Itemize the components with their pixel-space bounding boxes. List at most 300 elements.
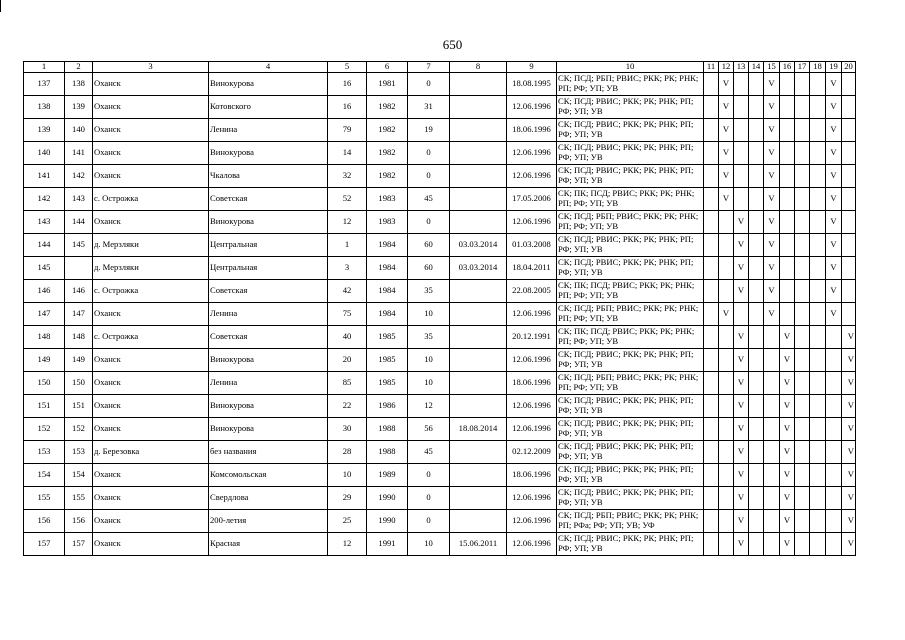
flag-cell-16	[780, 302, 795, 325]
flag-cell-19	[826, 394, 842, 417]
flag-cell-19: V	[826, 210, 842, 233]
table-row	[24, 187, 856, 210]
year-built-cell: 1988	[367, 440, 408, 463]
column-header-7: 7	[408, 62, 450, 73]
wear-percent-cell: 0	[408, 164, 450, 187]
flag-cell-11	[704, 463, 719, 486]
flag-cell-19	[826, 417, 842, 440]
flag-cell-13: V	[734, 532, 749, 555]
flag-cell-17	[795, 141, 810, 164]
flag-cell-19	[826, 440, 842, 463]
flag-cell-12: V	[719, 164, 734, 187]
flag-cell-14	[749, 394, 764, 417]
works-codes-cell: СК; ПСД; РВИС; РКК; РК; РНК; РП; РФ; УП; УВ	[557, 532, 704, 555]
street-cell: 200-летия	[209, 509, 328, 532]
flag-cell-12	[719, 417, 734, 440]
flag-cell-12: V	[719, 141, 734, 164]
flag-cell-17	[795, 302, 810, 325]
flag-cell-14	[749, 417, 764, 440]
row-index-cell: 156	[24, 509, 65, 532]
row-index-cell: 142	[24, 187, 65, 210]
settlement-cell: Оханск	[93, 302, 209, 325]
flag-cell-15	[764, 509, 780, 532]
house-number-cell: 16	[328, 95, 367, 118]
flag-cell-18	[810, 72, 826, 95]
street-cell: Советская	[209, 279, 328, 302]
column-header-1: 1	[24, 62, 65, 73]
street-cell: Винокурова	[209, 348, 328, 371]
year-built-cell: 1984	[367, 279, 408, 302]
street-cell: Ленина	[209, 118, 328, 141]
column-header-3: 3	[93, 62, 209, 73]
row-index-cell: 157	[24, 532, 65, 555]
flag-cell-11	[704, 325, 719, 348]
settlement-cell: Оханск	[93, 210, 209, 233]
flag-cell-14	[749, 256, 764, 279]
wear-percent-cell: 60	[408, 233, 450, 256]
date-a-cell	[450, 463, 507, 486]
wear-percent-cell: 56	[408, 417, 450, 440]
table-row	[24, 509, 856, 532]
flag-cell-14	[749, 532, 764, 555]
year-built-cell: 1983	[367, 210, 408, 233]
year-built-cell: 1985	[367, 325, 408, 348]
flag-cell-16	[780, 210, 795, 233]
flag-cell-18	[810, 256, 826, 279]
table-row	[24, 325, 856, 348]
flag-cell-19	[826, 463, 842, 486]
flag-cell-13: V	[734, 233, 749, 256]
flag-cell-13: V	[734, 486, 749, 509]
flag-cell-13	[734, 118, 749, 141]
flag-cell-17	[795, 187, 810, 210]
flag-cell-18	[810, 509, 826, 532]
date-b-cell: 20.12.1991	[507, 325, 557, 348]
wear-percent-cell: 45	[408, 440, 450, 463]
flag-cell-13: V	[734, 394, 749, 417]
flag-cell-16: V	[780, 417, 795, 440]
flag-cell-14	[749, 348, 764, 371]
flag-cell-12	[719, 233, 734, 256]
flag-cell-18	[810, 371, 826, 394]
date-b-cell: 12.06.1996	[507, 210, 557, 233]
flag-cell-16	[780, 118, 795, 141]
settlement-cell: Оханск	[93, 486, 209, 509]
works-codes-cell: СК; ПК; ПСД; РВИС; РКК; РК; РНК; РП; РФ; УП; УВ	[557, 325, 704, 348]
year-built-cell: 1988	[367, 417, 408, 440]
flag-cell-14	[749, 118, 764, 141]
settlement-cell: Оханск	[93, 348, 209, 371]
date-a-cell	[450, 187, 507, 210]
flag-cell-18	[810, 279, 826, 302]
flag-cell-20	[842, 279, 856, 302]
flag-cell-18	[810, 325, 826, 348]
settlement-cell: д. Мерзляки	[93, 233, 209, 256]
flag-cell-15: V	[764, 187, 780, 210]
flag-cell-17	[795, 394, 810, 417]
table-row	[24, 256, 856, 279]
flag-cell-20: V	[842, 417, 856, 440]
works-codes-cell: СК; ПСД; РБП; РВИС; РКК; РК; РНК; РП; РФ; УП; УВ	[557, 72, 704, 95]
settlement-cell: Оханск	[93, 95, 209, 118]
date-b-cell: 12.06.1996	[507, 486, 557, 509]
house-number-cell: 32	[328, 164, 367, 187]
flag-cell-11	[704, 532, 719, 555]
object-number-cell: 144	[65, 210, 93, 233]
flag-cell-13	[734, 302, 749, 325]
flag-cell-11	[704, 348, 719, 371]
flag-cell-13	[734, 187, 749, 210]
table-row	[24, 95, 856, 118]
house-number-cell: 75	[328, 302, 367, 325]
flag-cell-11	[704, 509, 719, 532]
register-table	[23, 61, 856, 556]
date-a-cell: 15.06.2011	[450, 532, 507, 555]
flag-cell-17	[795, 325, 810, 348]
object-number-cell: 150	[65, 371, 93, 394]
flag-cell-19: V	[826, 72, 842, 95]
flag-cell-16	[780, 233, 795, 256]
flag-cell-16: V	[780, 486, 795, 509]
flag-cell-15	[764, 394, 780, 417]
flag-cell-20	[842, 302, 856, 325]
house-number-cell: 42	[328, 279, 367, 302]
flag-cell-12: V	[719, 118, 734, 141]
row-index-cell: 137	[24, 72, 65, 95]
flag-cell-16	[780, 141, 795, 164]
year-built-cell: 1986	[367, 394, 408, 417]
flag-cell-19	[826, 325, 842, 348]
flag-cell-14	[749, 233, 764, 256]
flag-cell-16	[780, 187, 795, 210]
flag-cell-18	[810, 187, 826, 210]
wear-percent-cell: 0	[408, 72, 450, 95]
street-cell: Свердлова	[209, 486, 328, 509]
object-number-cell: 147	[65, 302, 93, 325]
flag-cell-11	[704, 302, 719, 325]
works-codes-cell: СК; ПК; ПСД; РВИС; РКК; РК; РНК; РП; РФ; УП; УВ	[557, 187, 704, 210]
flag-cell-13	[734, 141, 749, 164]
street-cell: Ленина	[209, 371, 328, 394]
flag-cell-13: V	[734, 348, 749, 371]
flag-cell-14	[749, 486, 764, 509]
date-b-cell: 17.05.2006	[507, 187, 557, 210]
column-header-2: 2	[65, 62, 93, 73]
flag-cell-19: V	[826, 256, 842, 279]
works-codes-cell: СК; ПСД; РБП; РВИС; РКК; РК; РНК; РП; РФ; УП; УВ	[557, 371, 704, 394]
table-row	[24, 279, 856, 302]
year-built-cell: 1985	[367, 371, 408, 394]
flag-cell-13: V	[734, 256, 749, 279]
page-number: 650	[442, 37, 463, 52]
wear-percent-cell: 60	[408, 256, 450, 279]
flag-cell-17	[795, 118, 810, 141]
object-number-cell: 141	[65, 141, 93, 164]
flag-cell-15: V	[764, 302, 780, 325]
flag-cell-12	[719, 509, 734, 532]
house-number-cell: 40	[328, 325, 367, 348]
row-index-cell: 138	[24, 95, 65, 118]
flag-cell-18	[810, 210, 826, 233]
flag-cell-15: V	[764, 95, 780, 118]
row-index-cell: 149	[24, 348, 65, 371]
flag-cell-14	[749, 509, 764, 532]
flag-cell-16	[780, 164, 795, 187]
date-a-cell	[450, 164, 507, 187]
table-row	[24, 371, 856, 394]
street-cell: без названия	[209, 440, 328, 463]
flag-cell-19: V	[826, 187, 842, 210]
wear-percent-cell: 35	[408, 279, 450, 302]
row-index-cell: 144	[24, 233, 65, 256]
house-number-cell: 85	[328, 371, 367, 394]
flag-cell-13: V	[734, 210, 749, 233]
date-a-cell	[450, 486, 507, 509]
date-b-cell: 18.06.1996	[507, 463, 557, 486]
works-codes-cell: СК; ПСД; РБП; РВИС; РКК; РК; РНК; РП; РФ; УП; УВ	[557, 210, 704, 233]
works-codes-cell: СК; ПСД; РВИС; РКК; РК; РНК; РП; РФ; УП; УВ	[557, 394, 704, 417]
date-b-cell: 12.06.1996	[507, 164, 557, 187]
works-codes-cell: СК; ПСД; РВИС; РКК; РК; РНК; РП; РФ; УП; УВ	[557, 486, 704, 509]
flag-cell-20	[842, 210, 856, 233]
flag-cell-12	[719, 210, 734, 233]
date-b-cell: 12.06.1996	[507, 348, 557, 371]
settlement-cell: Оханск	[93, 371, 209, 394]
flag-cell-15: V	[764, 233, 780, 256]
row-index-cell: 148	[24, 325, 65, 348]
flag-cell-15	[764, 325, 780, 348]
table-row	[24, 463, 856, 486]
settlement-cell: Оханск	[93, 164, 209, 187]
date-b-cell: 18.06.1996	[507, 118, 557, 141]
flag-cell-11	[704, 256, 719, 279]
wear-percent-cell: 0	[408, 141, 450, 164]
flag-cell-12	[719, 325, 734, 348]
date-b-cell: 02.12.2009	[507, 440, 557, 463]
flag-cell-12	[719, 256, 734, 279]
year-built-cell: 1982	[367, 141, 408, 164]
flag-cell-20: V	[842, 394, 856, 417]
flag-cell-19	[826, 532, 842, 555]
flag-cell-14	[749, 72, 764, 95]
date-b-cell: 12.06.1996	[507, 302, 557, 325]
object-number-cell: 156	[65, 509, 93, 532]
flag-cell-19	[826, 509, 842, 532]
flag-cell-14	[749, 440, 764, 463]
wear-percent-cell: 10	[408, 302, 450, 325]
column-header-10: 10	[557, 62, 704, 73]
year-built-cell: 1983	[367, 187, 408, 210]
flag-cell-17	[795, 164, 810, 187]
table-row	[24, 141, 856, 164]
row-index-cell: 151	[24, 394, 65, 417]
house-number-cell: 30	[328, 417, 367, 440]
object-number-cell: 145	[65, 233, 93, 256]
works-codes-cell: СК; ПСД; РБП; РВИС; РКК; РК; РНК; РП; РФ; УП; УВ	[557, 302, 704, 325]
column-header-13: 13	[734, 62, 749, 73]
wear-percent-cell: 0	[408, 463, 450, 486]
flag-cell-15	[764, 440, 780, 463]
settlement-cell: Оханск	[93, 141, 209, 164]
column-header-20: 20	[842, 62, 856, 73]
table-row	[24, 394, 856, 417]
flag-cell-18	[810, 532, 826, 555]
flag-cell-20	[842, 141, 856, 164]
date-a-cell	[450, 394, 507, 417]
flag-cell-11	[704, 233, 719, 256]
year-built-cell: 1989	[367, 463, 408, 486]
flag-cell-16	[780, 256, 795, 279]
row-index-cell: 152	[24, 417, 65, 440]
flag-cell-20	[842, 95, 856, 118]
flag-cell-16: V	[780, 348, 795, 371]
street-cell: Комсомольская	[209, 463, 328, 486]
street-cell: Центральная	[209, 233, 328, 256]
table-body	[24, 72, 856, 555]
street-cell: Чкалова	[209, 164, 328, 187]
date-a-cell	[450, 440, 507, 463]
house-number-cell: 52	[328, 187, 367, 210]
flag-cell-19: V	[826, 118, 842, 141]
wear-percent-cell: 10	[408, 348, 450, 371]
flag-cell-16: V	[780, 394, 795, 417]
flag-cell-17	[795, 256, 810, 279]
flag-cell-20: V	[842, 532, 856, 555]
works-codes-cell: СК; ПСД; РВИС; РКК; РК; РНК; РП; РФ; УП; УВ	[557, 256, 704, 279]
date-b-cell: 12.06.1996	[507, 141, 557, 164]
row-index-cell: 153	[24, 440, 65, 463]
table-row	[24, 348, 856, 371]
column-header-19: 19	[826, 62, 842, 73]
wear-percent-cell: 35	[408, 325, 450, 348]
column-header-8: 8	[450, 62, 507, 73]
flag-cell-16	[780, 72, 795, 95]
row-index-cell: 145	[24, 256, 65, 279]
date-a-cell	[450, 210, 507, 233]
settlement-cell: Оханск	[93, 72, 209, 95]
flag-cell-19	[826, 348, 842, 371]
row-index-cell: 147	[24, 302, 65, 325]
date-a-cell	[450, 325, 507, 348]
object-number-cell: 146	[65, 279, 93, 302]
flag-cell-16	[780, 95, 795, 118]
flag-cell-16	[780, 279, 795, 302]
flag-cell-19: V	[826, 302, 842, 325]
flag-cell-17	[795, 348, 810, 371]
flag-cell-15	[764, 463, 780, 486]
house-number-cell: 3	[328, 256, 367, 279]
column-header-14: 14	[749, 62, 764, 73]
flag-cell-14	[749, 210, 764, 233]
flag-cell-18	[810, 141, 826, 164]
year-built-cell: 1985	[367, 348, 408, 371]
wear-percent-cell: 0	[408, 509, 450, 532]
flag-cell-13: V	[734, 509, 749, 532]
date-a-cell	[450, 509, 507, 532]
table-row	[24, 210, 856, 233]
flag-cell-19: V	[826, 95, 842, 118]
flag-cell-15: V	[764, 164, 780, 187]
date-a-cell	[450, 279, 507, 302]
flag-cell-12	[719, 371, 734, 394]
flag-cell-11	[704, 486, 719, 509]
column-header-9: 9	[507, 62, 557, 73]
flag-cell-16: V	[780, 509, 795, 532]
street-cell: Винокурова	[209, 417, 328, 440]
flag-cell-19: V	[826, 164, 842, 187]
flag-cell-17	[795, 463, 810, 486]
date-b-cell: 12.06.1996	[507, 509, 557, 532]
date-a-cell	[450, 371, 507, 394]
column-header-4: 4	[209, 62, 328, 73]
street-cell: Ленина	[209, 302, 328, 325]
flag-cell-14	[749, 164, 764, 187]
flag-cell-17	[795, 233, 810, 256]
flag-cell-11	[704, 187, 719, 210]
table-row	[24, 440, 856, 463]
flag-cell-13	[734, 164, 749, 187]
row-index-cell: 146	[24, 279, 65, 302]
flag-cell-15	[764, 348, 780, 371]
flag-cell-20: V	[842, 371, 856, 394]
flag-cell-11	[704, 440, 719, 463]
date-a-cell	[450, 141, 507, 164]
flag-cell-18	[810, 164, 826, 187]
flag-cell-11	[704, 141, 719, 164]
settlement-cell: Оханск	[93, 463, 209, 486]
settlement-cell: Оханск	[93, 394, 209, 417]
flag-cell-17	[795, 72, 810, 95]
row-index-cell: 155	[24, 486, 65, 509]
date-a-cell	[450, 72, 507, 95]
date-a-cell: 03.03.2014	[450, 233, 507, 256]
flag-cell-18	[810, 95, 826, 118]
row-index-cell: 140	[24, 141, 65, 164]
table-row	[24, 532, 856, 555]
works-codes-cell: СК; ПСД; РВИС; РКК; РК; РНК; РП; РФ; УП; УВ	[557, 141, 704, 164]
house-number-cell: 22	[328, 394, 367, 417]
flag-cell-11	[704, 394, 719, 417]
year-built-cell: 1982	[367, 118, 408, 141]
object-number-cell: 149	[65, 348, 93, 371]
works-codes-cell: СК; ПСД; РВИС; РКК; РК; РНК; РП; РФ; УП; УВ	[557, 417, 704, 440]
house-number-cell: 14	[328, 141, 367, 164]
object-number-cell	[65, 256, 93, 279]
flag-cell-15	[764, 486, 780, 509]
wear-percent-cell: 10	[408, 532, 450, 555]
column-header-5: 5	[328, 62, 367, 73]
year-built-cell: 1981	[367, 72, 408, 95]
flag-cell-11	[704, 95, 719, 118]
house-number-cell: 29	[328, 486, 367, 509]
object-number-cell: 155	[65, 486, 93, 509]
date-b-cell: 18.06.1996	[507, 371, 557, 394]
table-row	[24, 486, 856, 509]
settlement-cell: д. Березовка	[93, 440, 209, 463]
house-number-cell: 12	[328, 210, 367, 233]
date-b-cell: 18.04.2011	[507, 256, 557, 279]
object-number-cell: 138	[65, 72, 93, 95]
flag-cell-16: V	[780, 371, 795, 394]
flag-cell-11	[704, 417, 719, 440]
flag-cell-20: V	[842, 486, 856, 509]
row-index-cell: 150	[24, 371, 65, 394]
year-built-cell: 1984	[367, 256, 408, 279]
flag-cell-12	[719, 532, 734, 555]
flag-cell-16: V	[780, 463, 795, 486]
flag-cell-12: V	[719, 95, 734, 118]
wear-percent-cell: 31	[408, 95, 450, 118]
